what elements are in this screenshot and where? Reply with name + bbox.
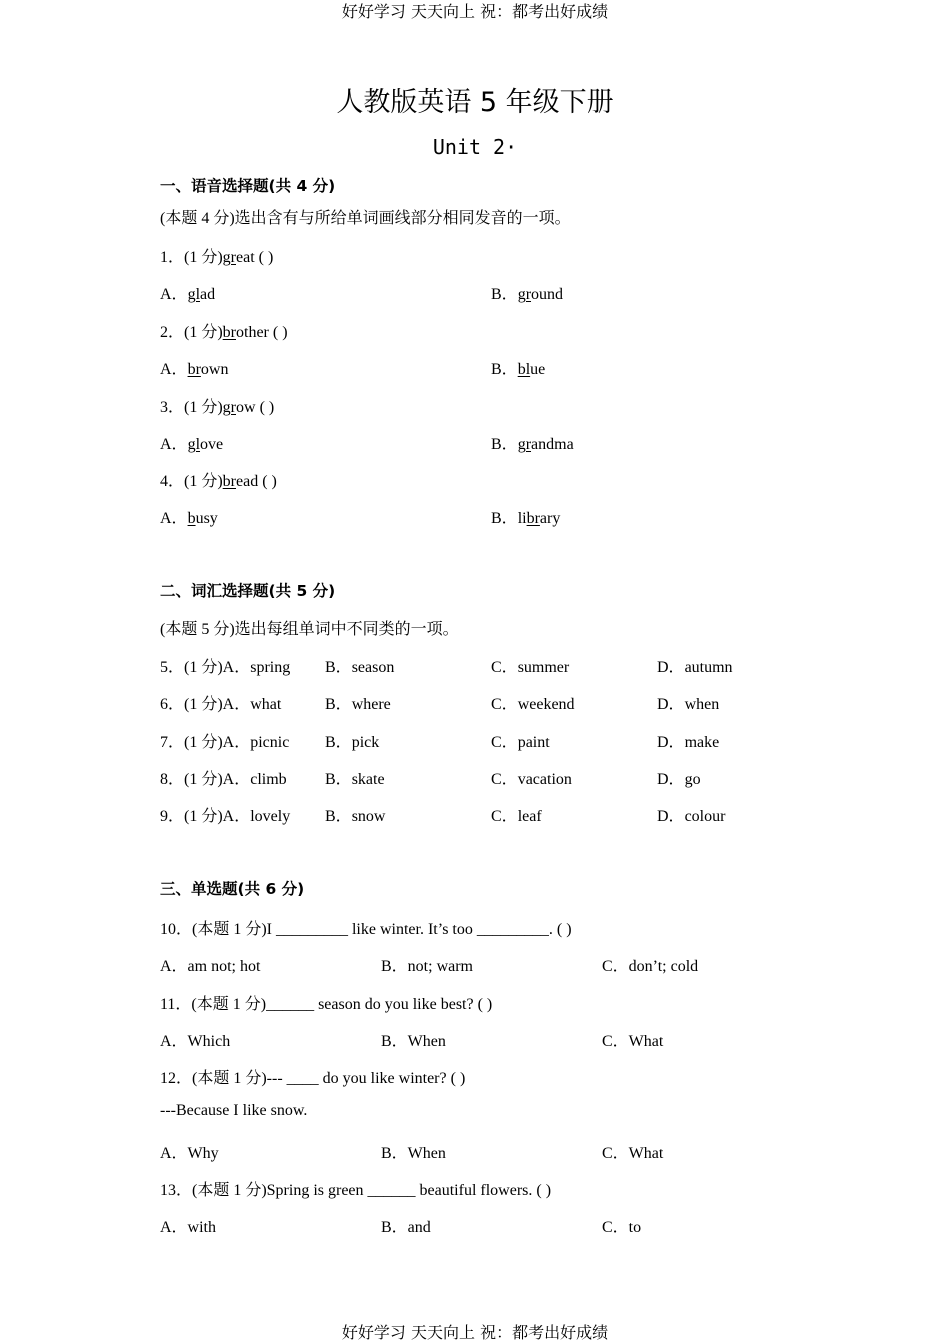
option-d: D．go [657, 771, 701, 788]
option-b: B．pick [325, 734, 380, 751]
question-stem: 11．(本题 1 分)______ season do you like best? ( ) [160, 996, 493, 1013]
section-heading: 二、词汇选择题(共 5 分) [160, 582, 336, 600]
option-b: B．where [325, 696, 391, 713]
question-option-a: 6．(1 分)A．what [160, 696, 282, 713]
question-dialogue: ---Because I like snow. [160, 1102, 308, 1119]
option-b: B．When [381, 1145, 446, 1162]
option-b: B．and [381, 1219, 431, 1236]
option-a: A．Which [160, 1033, 231, 1050]
option-b: B．not; warm [381, 958, 473, 975]
option-c: C．What [602, 1145, 664, 1162]
question-stem: 12．(本题 1 分)--- ____ do you like winter? ( ) [160, 1070, 466, 1087]
option-a: A．glove [160, 436, 224, 453]
question-stem: 2．(1 分)brother ( ) [160, 324, 288, 341]
question-stem: 10．(本题 1 分)I _________ like winter. It’s too _________. ( ) [160, 921, 572, 938]
option-b: B．season [325, 659, 395, 676]
section-instruction: (本题 5 分)选出每组单词中不同类的一项。 [160, 621, 459, 638]
question-stem: 1．(1 分)great ( ) [160, 249, 274, 266]
option-c: C．paint [491, 734, 550, 751]
option-c: C．summer [491, 659, 570, 676]
section-instruction: (本题 4 分)选出含有与所给单词画线部分相同发音的一项。 [160, 210, 571, 227]
option-b: B．When [381, 1033, 446, 1050]
option-b: B．grandma [491, 436, 574, 453]
option-a: A．Why [160, 1145, 219, 1162]
option-b: B．ground [491, 286, 564, 303]
option-b: B．snow [325, 808, 386, 825]
option-a: A．am not; hot [160, 958, 261, 975]
question-stem: 13．(本题 1 分)Spring is green ______ beautiful flowers. ( ) [160, 1182, 552, 1199]
option-c: C．don’t; cold [602, 958, 699, 975]
option-c: C．What [602, 1033, 664, 1050]
option-c: C．leaf [491, 808, 542, 825]
option-b: B．skate [325, 771, 385, 788]
option-c: C．vacation [491, 771, 572, 788]
question-stem: 4．(1 分)bread ( ) [160, 473, 277, 490]
question-option-a: 7．(1 分)A．picnic [160, 734, 290, 751]
option-d: D．colour [657, 808, 726, 825]
option-a: A．busy [160, 510, 218, 527]
option-a: A．brown [160, 361, 229, 378]
option-c: C．to [602, 1219, 642, 1236]
option-b: B．blue [491, 361, 546, 378]
document-subtitle: Unit 2· [432, 135, 518, 159]
question-option-a: 9．(1 分)A．lovely [160, 808, 291, 825]
option-a: A．with [160, 1219, 217, 1236]
option-d: D．make [657, 734, 720, 751]
question-option-a: 8．(1 分)A．climb [160, 771, 287, 788]
option-d: D．when [657, 696, 720, 713]
question-option-a: 5．(1 分)A．spring [160, 659, 291, 676]
option-d: D．autumn [657, 659, 733, 676]
section-heading: 一、语音选择题(共 4 分) [160, 177, 336, 195]
option-a: A．glad [160, 286, 216, 303]
header-banner: 好好学习 天天向上 祝：都考出好成绩 [341, 2, 609, 21]
document-title: 人教版英语 5 年级下册 [336, 87, 614, 118]
section-heading: 三、单选题(共 6 分) [160, 880, 305, 898]
option-b: B．library [491, 510, 561, 527]
option-c: C．weekend [491, 696, 575, 713]
footer-banner: 好好学习 天天向上 祝：都考出好成绩 [341, 1323, 609, 1342]
question-stem: 3．(1 分)grow ( ) [160, 399, 275, 416]
